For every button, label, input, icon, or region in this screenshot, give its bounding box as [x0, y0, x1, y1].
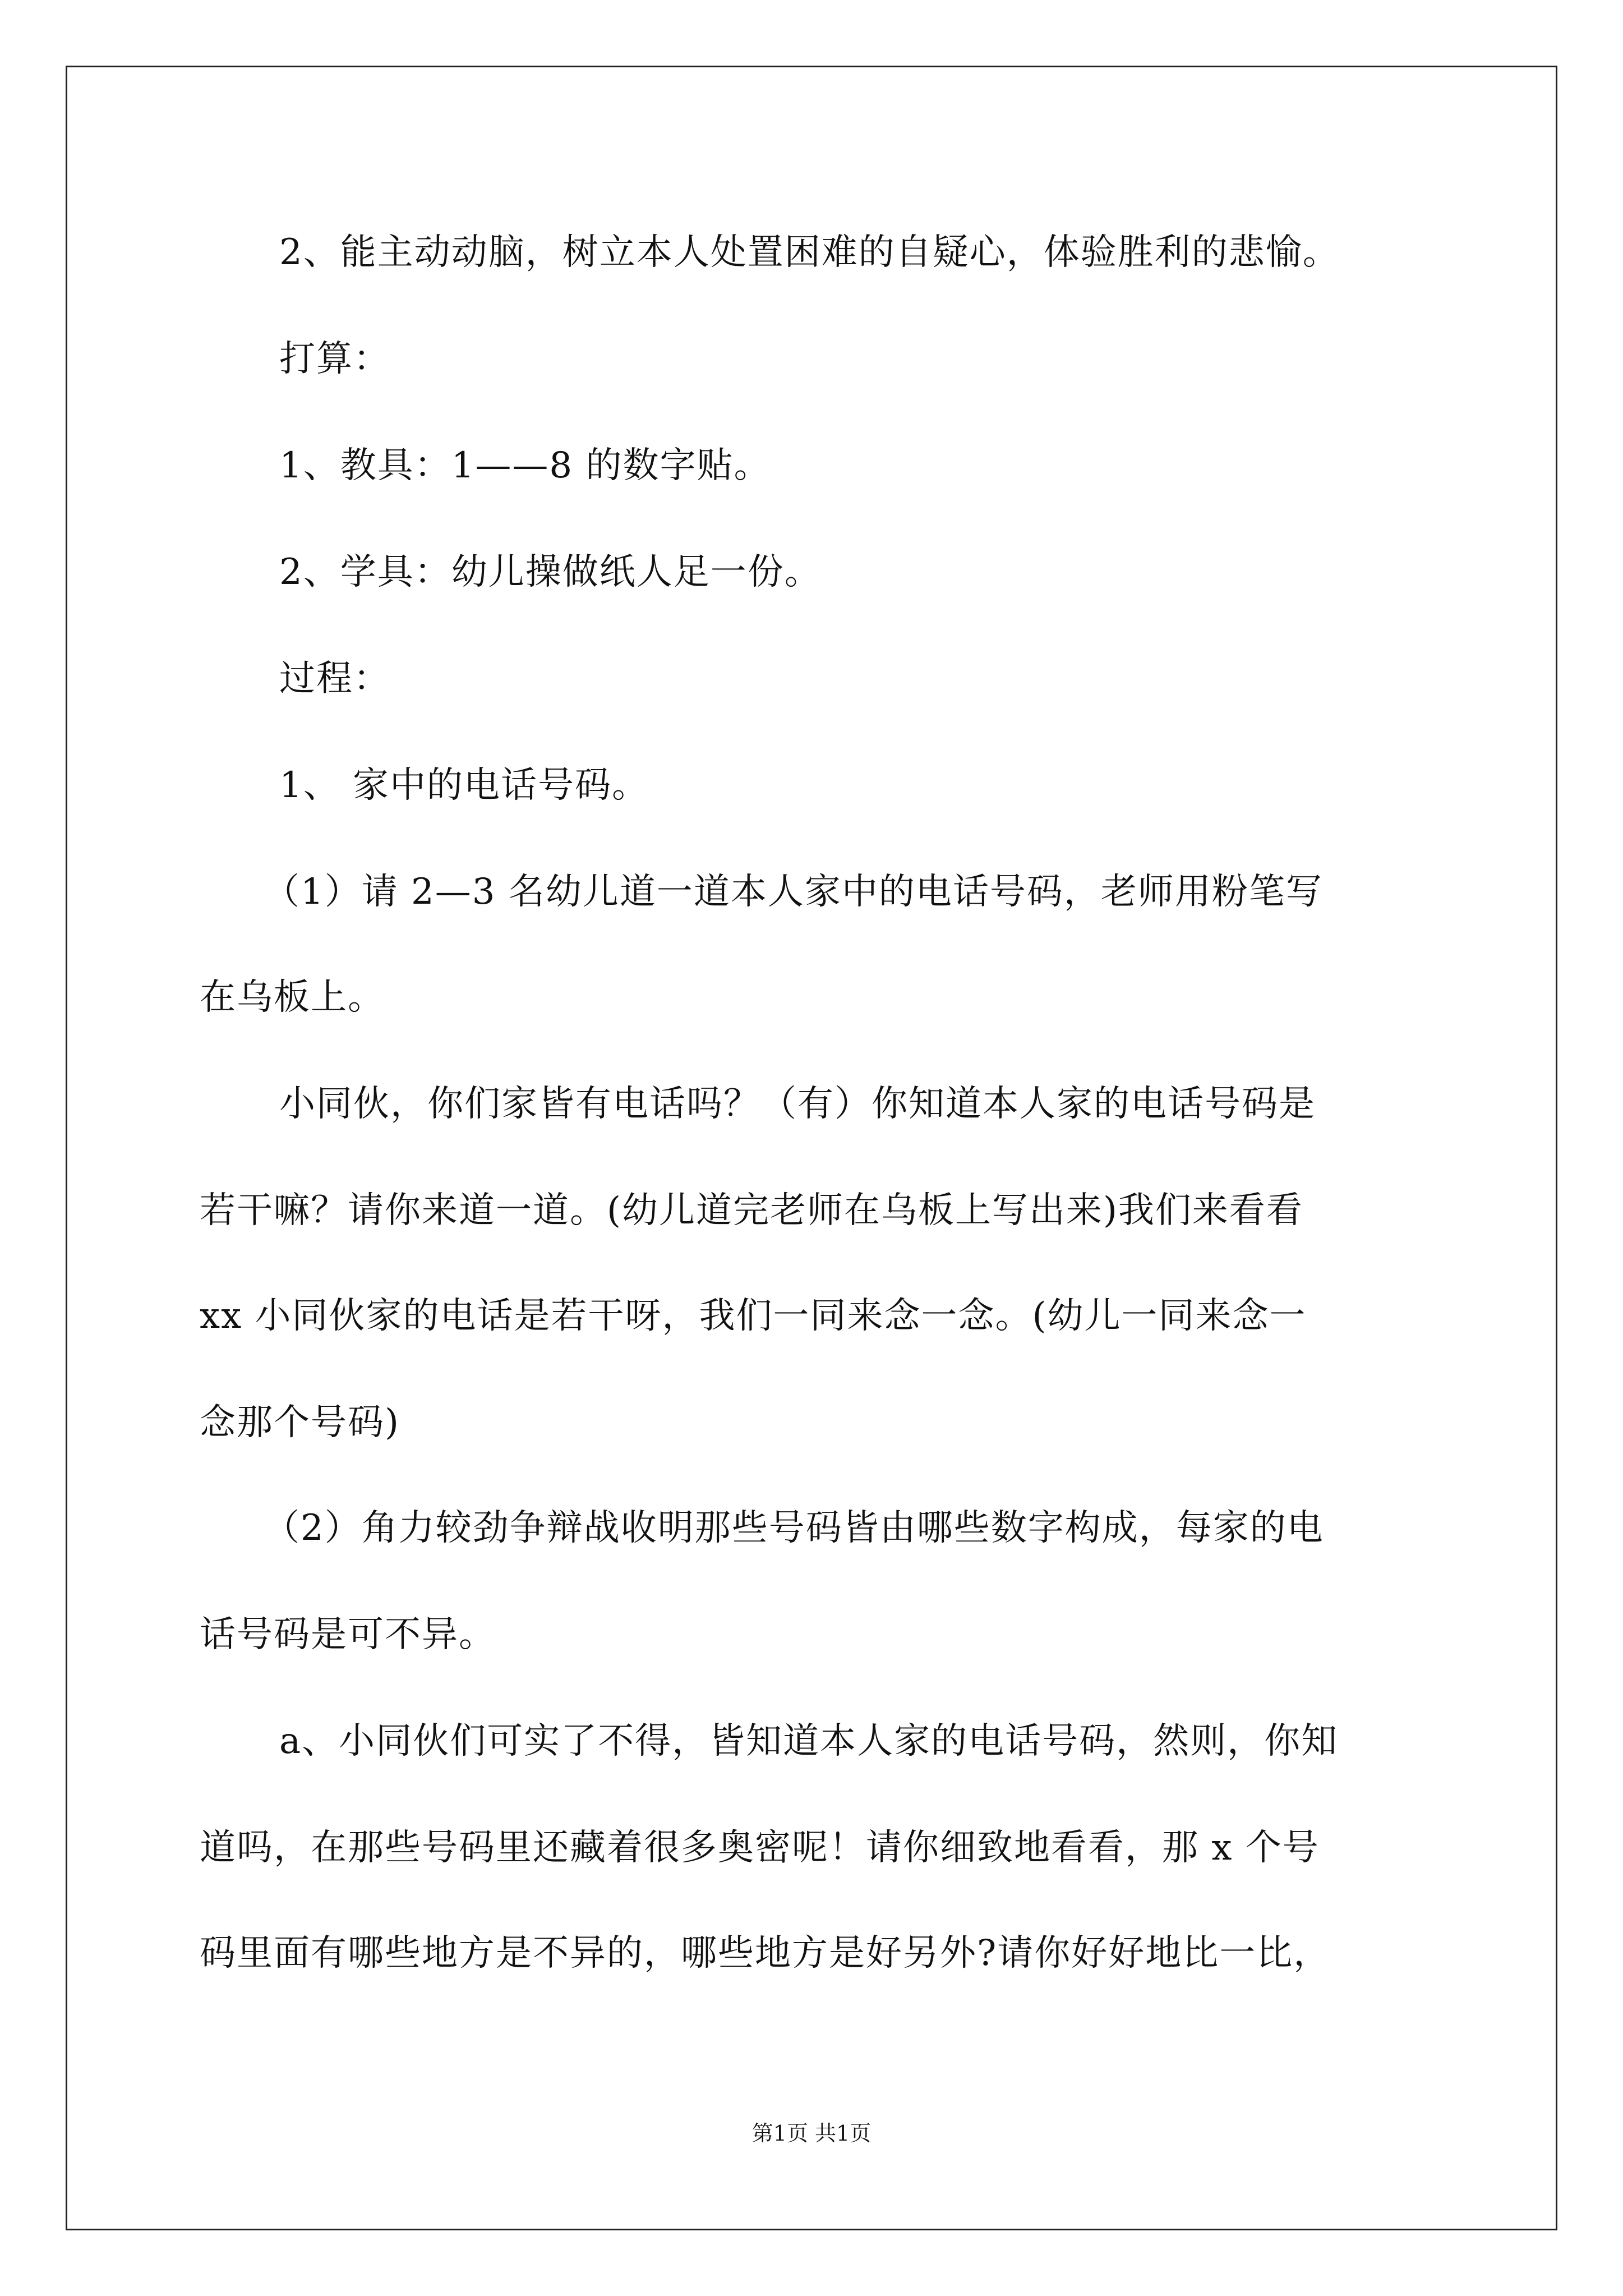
text-line: 2、学具：幼儿操做纸人足一份。 [279, 551, 822, 593]
text-line: （1）请 2—3 名幼儿道一道本人家中的电话号码，老师用粉笔写 [264, 871, 1323, 913]
text-line: 1、教具：1——8 的数字贴。 [279, 445, 771, 486]
text-line: 在乌板上。 [200, 977, 385, 1018]
text-line: 话号码是可不异。 [200, 1614, 496, 1655]
text-line: （2）角力较劲争辩战收明那些号码皆由哪些数字构成，每家的电 [264, 1507, 1324, 1549]
text-line: 念那个号码) [200, 1402, 400, 1443]
text-line: 若干嘛？请你来道一道。(幼儿道完老师在乌板上写出来)我们来看看 [200, 1190, 1303, 1231]
text-line: a、小同伙们可实了不得，皆知道本人家的电话号码，然则，你知 [279, 1720, 1339, 1762]
text-line: 道吗，在那些号码里还藏着很多奥密呢！请你细致地看看，那 x 个号 [200, 1827, 1320, 1869]
text-line: 过程： [279, 658, 390, 700]
text-line: xx 小同伙家的电话是若干呀，我们一同来念一念。(幼儿一同来念一 [200, 1295, 1307, 1337]
text-line: 打算： [279, 338, 390, 380]
text-line: 2、能主动动脑，树立本人处置困难的自疑心，体验胜利的悲愉。 [279, 232, 1340, 273]
page-border [66, 66, 1557, 2230]
page-footer: 第1页 共1页 [751, 2121, 872, 2146]
text-line: 小同伙，你们家皆有电话吗？（有）你知道本人家的电话号码是 [279, 1083, 1316, 1125]
text-line: 1、 家中的电话号码。 [279, 765, 649, 806]
text-line: 码里面有哪些地方是不异的，哪些地方是好另外?请你好好地比一比， [200, 1932, 1331, 1974]
